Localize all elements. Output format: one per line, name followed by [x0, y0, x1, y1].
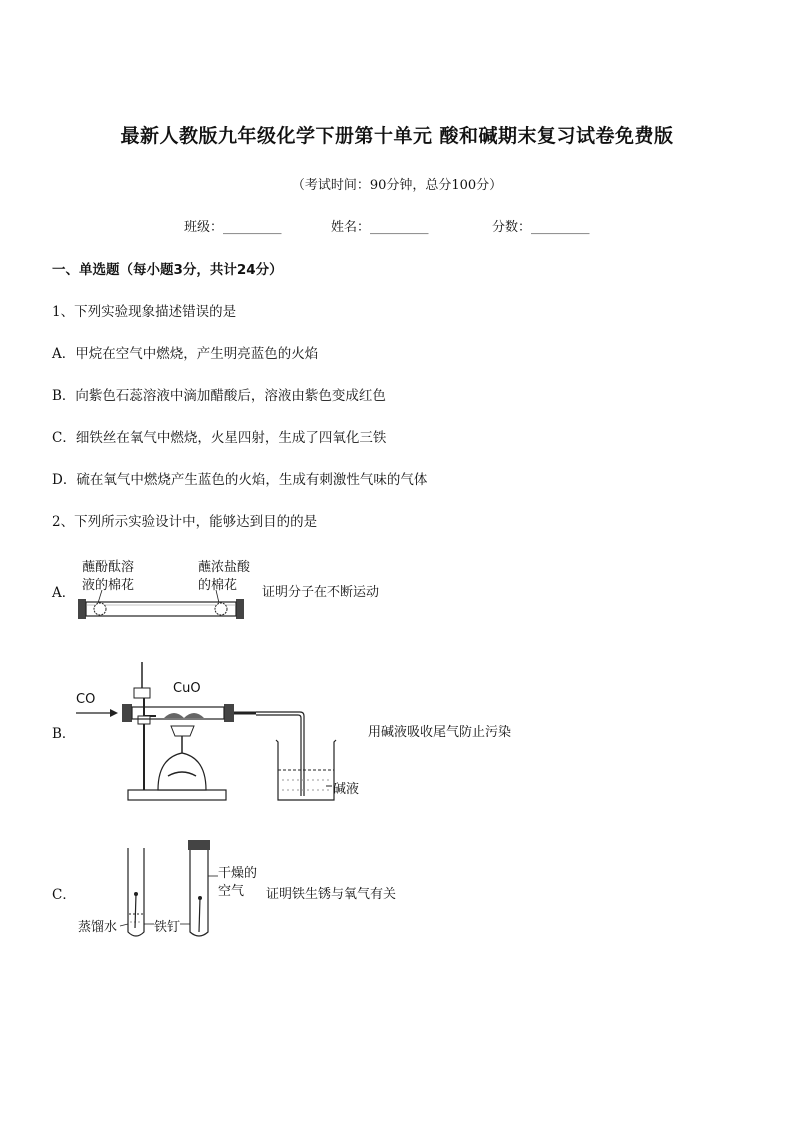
test-tubes-diagram — [120, 836, 220, 946]
dry-air-label-line2: 空气 — [218, 884, 245, 899]
exam-info: （考试时间：90分钟，总分100分） — [291, 178, 503, 193]
dry-air-label-line1: 干燥的 — [218, 866, 258, 881]
hcl-cotton-label-line2: 的棉花 — [198, 578, 238, 593]
iron-nail-label: 铁钉 — [154, 920, 181, 935]
horizontal-glass-tube-diagram — [76, 596, 246, 626]
phenolphthalein-cotton-label-line1: 蘸酚酞溶 — [82, 560, 135, 575]
page-title: 最新人教版九年级化学下册第十单元 酸和碱期末复习试卷免费版 — [120, 125, 674, 147]
question-1-option-d: D．硫在氧气中燃烧产生蓝色的火焰，生成有刺激性气味的气体 — [52, 472, 428, 488]
alkali-solution-label: 碱液 — [333, 782, 360, 797]
class-field: 班级：_________ — [184, 220, 282, 235]
co-reduction-apparatus-diagram — [76, 658, 366, 808]
phenolphthalein-cotton-label-line2: 液的棉花 — [82, 578, 135, 593]
option-b-description: 用碱液吸收尾气防止污染 — [368, 725, 512, 740]
question-2-option-b-letter: B． — [52, 726, 76, 742]
score-field: 分数：_________ — [492, 220, 590, 235]
question-1-stem: 1、下列实验现象描述错误的是 — [52, 304, 237, 320]
question-2-stem: 2、下列所示实验设计中，能够达到目的的是 — [52, 514, 318, 530]
cuo-label: CuO — [173, 681, 201, 696]
section-heading: 一、单选题（每小题3分，共计24分） — [52, 262, 283, 278]
option-a-description: 证明分子在不断运动 — [262, 585, 380, 600]
option-c-description: 证明铁生锈与氧气有关 — [266, 887, 397, 902]
distilled-water-label: 蒸馏水 — [78, 920, 118, 935]
question-1-option-b: B．向紫色石蕊溶液中滴加醋酸后，溶液由紫色变成红色 — [52, 388, 386, 404]
question-2-option-a-letter: A． — [52, 585, 76, 601]
hcl-cotton-label-line1: 蘸浓盐酸 — [198, 560, 251, 575]
question-1-option-c: C．细铁丝在氧气中燃烧，火星四射，生成了四氧化三铁 — [52, 430, 387, 446]
question-1-option-a: A．甲烷在空气中燃烧，产生明亮蓝色的火焰 — [52, 346, 319, 362]
question-2-option-c-letter: C． — [52, 887, 76, 903]
name-field: 姓名：_________ — [331, 220, 429, 235]
co-gas-label: CO — [76, 692, 96, 707]
